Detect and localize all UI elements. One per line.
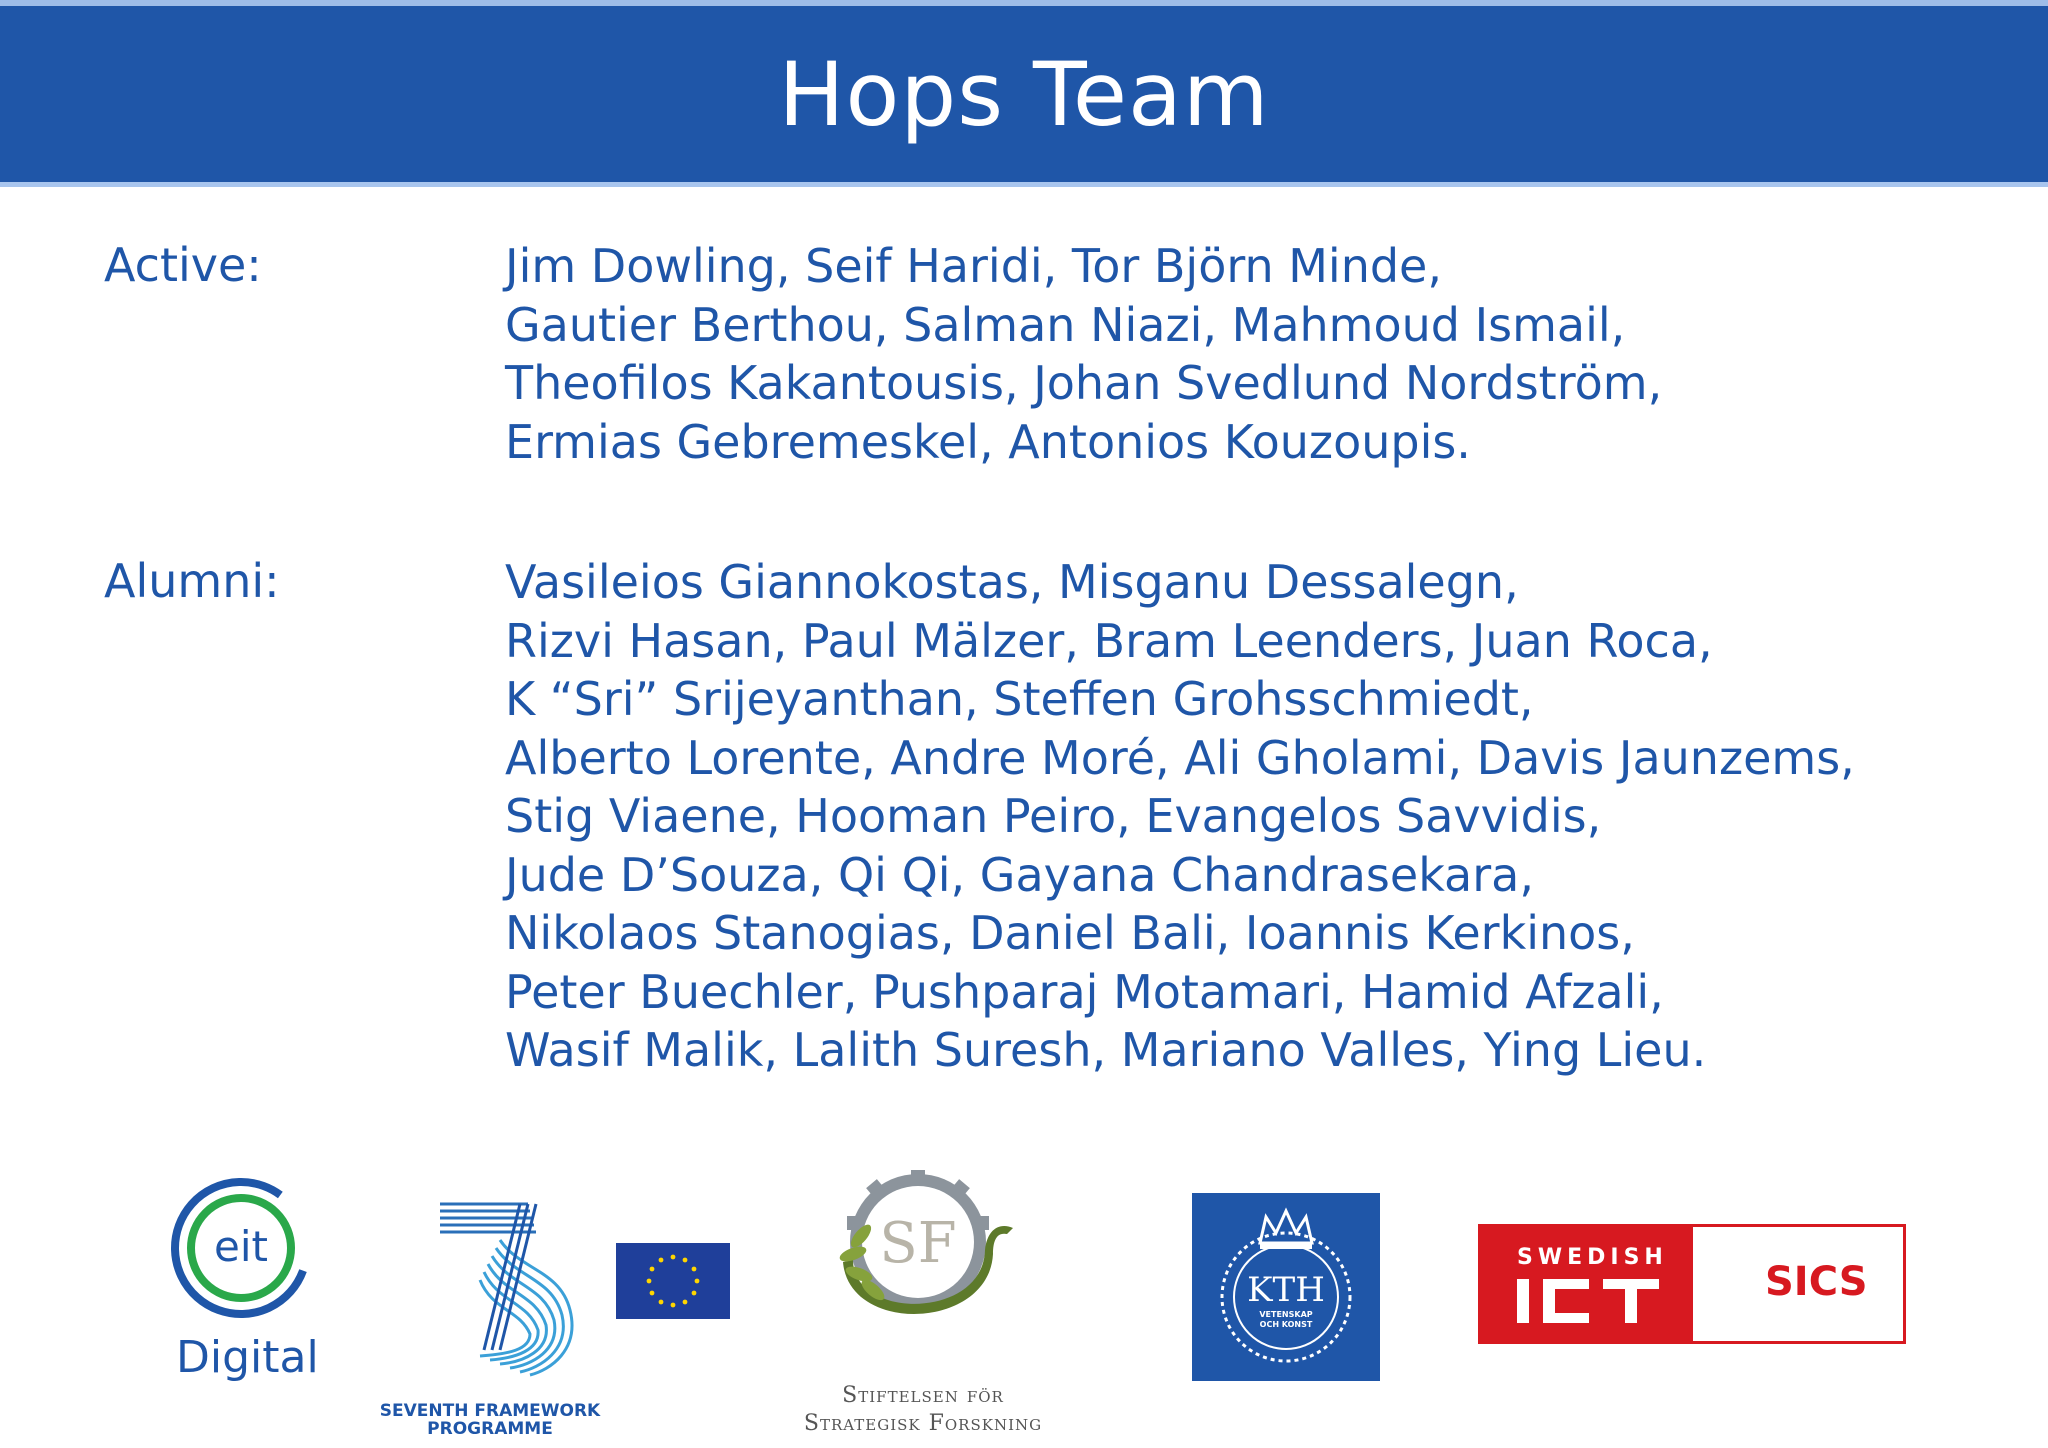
ssf-mark: SF	[879, 1211, 957, 1276]
header-underline	[0, 182, 2048, 187]
alumni-member-line: K “Sri” Srijeyanthan, Steffen Grohsschmiedt,	[505, 672, 1534, 726]
ssf-caption	[768, 1382, 1078, 1438]
alumni-member-line: Peter Buechler, Pushparaj Motamari, Hamid Afzali,	[505, 964, 1664, 1019]
fp7-caption-line1: SEVENTH FRAMEWORK	[379, 1401, 601, 1421]
fp7-caption	[360, 1402, 620, 1438]
active-label: Active:	[104, 238, 262, 292]
active-member-line: Gautier Berthou, Salman Niazi, Mahmoud Ismail,	[505, 297, 1626, 352]
alumni-member-line: Stig Viaene, Hooman Peiro, Evangelos Savvidis,	[505, 789, 1602, 843]
eit-digital-logo	[168, 1175, 338, 1395]
ict-letters-icon	[1517, 1279, 1659, 1323]
alumni-member-line: Nikolaos Stanogias, Daniel Bali, Ioannis Kerkinos,	[505, 906, 1635, 960]
slide-title: Hops Team	[778, 42, 1270, 146]
fp7-caption-line2: PROGRAMME	[427, 1419, 553, 1439]
alumni-member-line: Jude D’Souza, Qi Qi, Gayana Chandrasekara,	[505, 847, 1534, 902]
sics-text: SICS	[1765, 1259, 1868, 1305]
fp7-seven-icon	[440, 1200, 590, 1390]
active-members-list	[505, 237, 1662, 471]
kth-mark: KTH	[1247, 1270, 1325, 1310]
kth-motto-line1: VETENSKAP	[1259, 1310, 1313, 1319]
alumni-member-line: Vasileios Giannokostas, Misganu Dessalegn,	[505, 555, 1519, 609]
slide-header	[0, 6, 2048, 182]
swedish-ict-top-text: SWEDISH	[1517, 1245, 1668, 1270]
alumni-member-line: Rizvi Hasan, Paul Mälzer, Bram Leenders, Juan Roca,	[505, 613, 1713, 668]
swedish-ict-sics-logo	[1478, 1224, 1906, 1344]
kth-crown-icon	[1192, 1193, 1380, 1381]
eit-ring-icon	[168, 1175, 314, 1321]
ssf-caption-line2: Strategisk Forskning	[803, 1411, 1043, 1436]
kth-logo	[1192, 1193, 1380, 1381]
alumni-member-line: Wasif Malik, Lalith Suresh, Mariano Valles, Ying Lieu.	[505, 1023, 1707, 1077]
kth-motto-line2: OCH KONST	[1259, 1320, 1313, 1329]
ssf-logo	[768, 1170, 1078, 1436]
swedish-ict-block	[1481, 1227, 1693, 1341]
alumni-members-list	[505, 553, 1855, 1080]
alumni-label: Alumni:	[104, 554, 280, 608]
ssf-caption-line1: Stiftelsen för	[842, 1383, 1004, 1408]
alumni-member-line: Alberto Lorente, Andre Moré, Ali Gholami, Davis Jaunzems,	[505, 730, 1855, 785]
eit-digital-caption: Digital	[176, 1332, 319, 1383]
eu-flag-icon	[616, 1243, 730, 1319]
active-member-line: Jim Dowling, Seif Haridi, Tor Björn Minde,	[505, 239, 1442, 293]
fp7-logo	[370, 1200, 630, 1439]
ssf-emblem-icon	[813, 1170, 1033, 1340]
active-member-line: Ermias Gebremeskel, Antonios Kouzoupis.	[505, 414, 1471, 469]
active-member-line: Theofilos Kakantousis, Johan Svedlund Nordström,	[505, 356, 1663, 410]
eit-mark: eit	[214, 1222, 268, 1271]
sponsor-logos	[0, 1130, 2048, 1448]
